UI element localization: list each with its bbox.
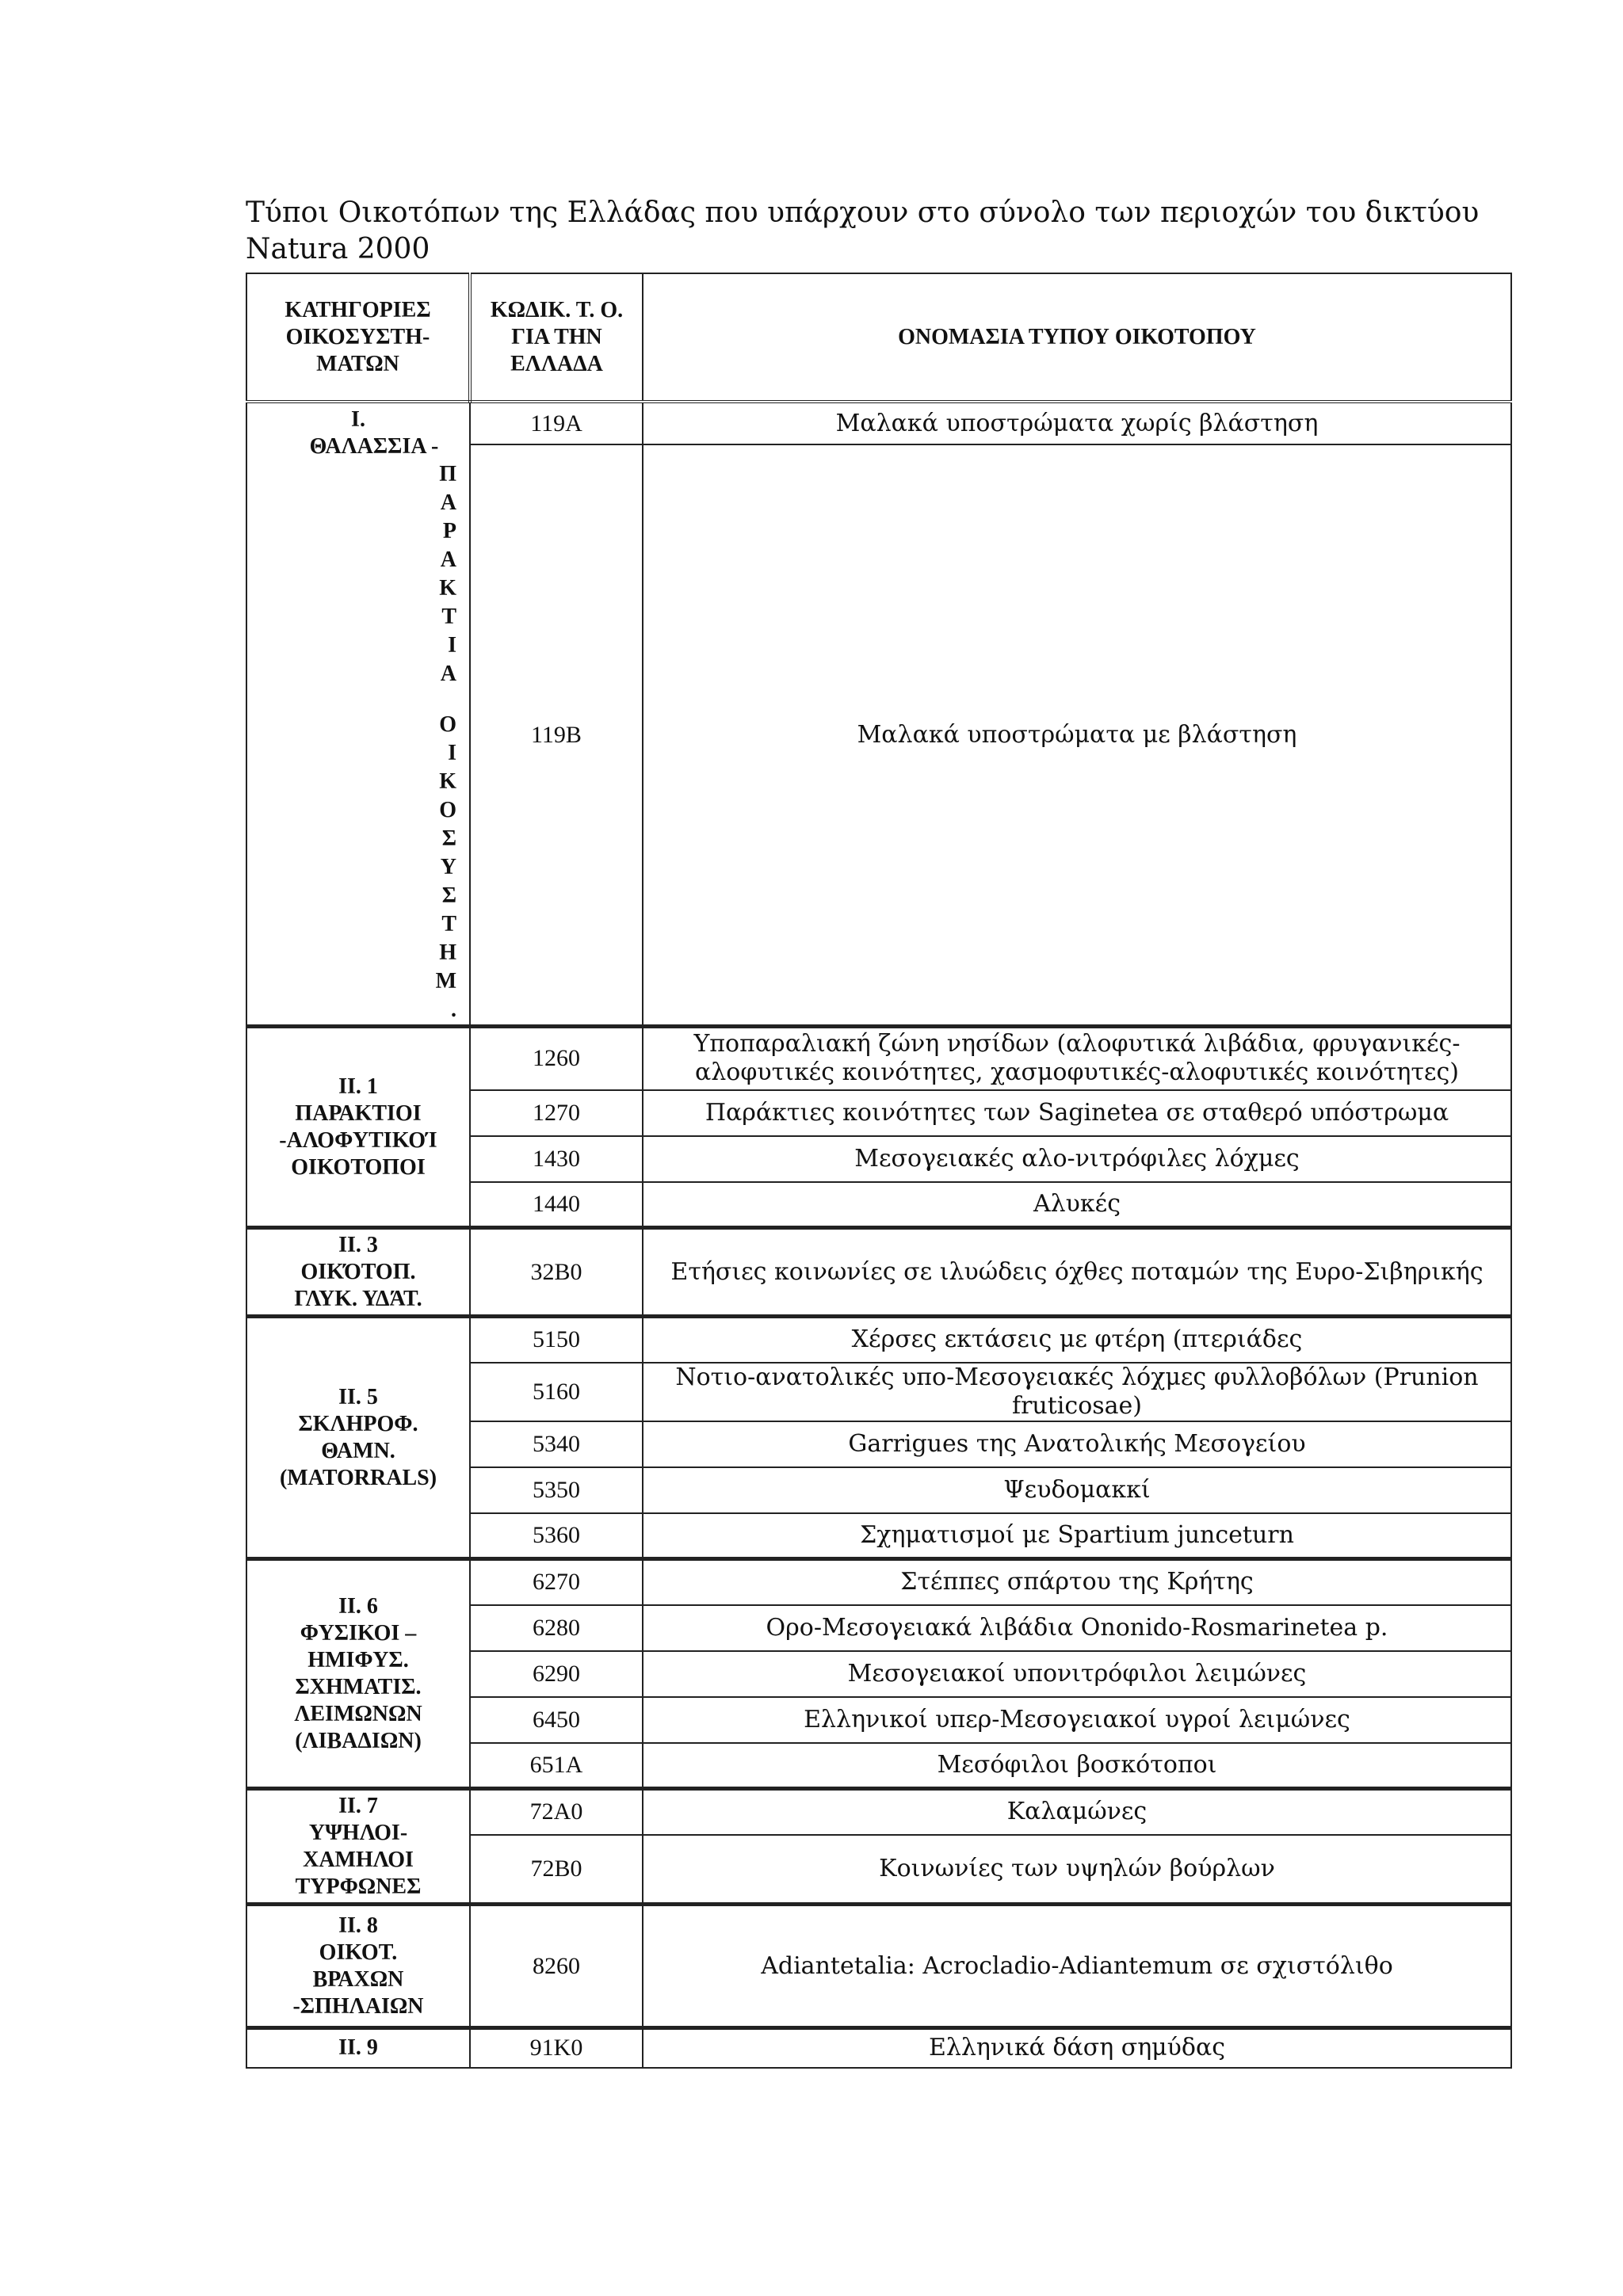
habitat-name: Κοινωνίες των υψηλών βούρλων bbox=[643, 1835, 1511, 1905]
habitat-name: Μεσόφιλοι βοσκότοποι bbox=[643, 1743, 1511, 1789]
habitat-name: Ετήσιες κοινωνίες σε ιλυώδεις όχθες ποταμών της Ευρο-Σιβηρικής bbox=[643, 1228, 1511, 1317]
habitat-code: 72B0 bbox=[470, 1835, 643, 1905]
habitat-name: Garrigues της Ανατολικής Μεσογείου bbox=[643, 1421, 1511, 1467]
habitat-name: Νοτιο-ανατολικές υπο-Μεσογειακές λόχμες φυλλοβόλων (Prunion fruticosae) bbox=[643, 1363, 1511, 1421]
category-rocky-caves: ΙΙ. 8 ΟΙΚΟΤ. ΒΡΑΧΩΝ -ΣΠΗΛΑΙΩΝ bbox=[246, 1905, 470, 2028]
title-line-2: Natura 2000 bbox=[246, 233, 430, 265]
category-sclerophyllous-scrub: ΙΙ. 5 ΣΚΛΗΡΟΦ. ΘΑΜΝ. (MATORRALS) bbox=[246, 1317, 470, 1559]
habitat-name: Μαλακά υποστρώματα με βλάστηση bbox=[643, 444, 1511, 1026]
table-row bbox=[246, 402, 1511, 444]
habitat-code: 32B0 bbox=[470, 1228, 643, 1317]
habitat-name: Παράκτιες κοινότητες των Saginetea σε σταθερό υπόστρωμα bbox=[643, 1090, 1511, 1136]
habitat-code: 6290 bbox=[470, 1651, 643, 1697]
habitat-code: 1270 bbox=[470, 1090, 643, 1136]
habitat-name: Ψευδομακκί bbox=[643, 1467, 1511, 1513]
vertical-oikosyst-letter: Ι bbox=[448, 741, 456, 765]
habitat-name: Ορο-Μεσογειακά λιβάδια Ononido-Rosmarinetea p. bbox=[643, 1605, 1511, 1651]
habitat-name: Καλαμώνες bbox=[643, 1789, 1511, 1835]
vertical-parakt-letter: Ρ bbox=[442, 519, 456, 543]
title-line-1: Τύποι Οικοτόπων της Ελλάδας που υπάρχουν στο σύνολο των περιοχών του δικτύου bbox=[246, 196, 1480, 229]
category-forests: ΙΙ. 9 bbox=[246, 2028, 470, 2068]
document-title bbox=[246, 195, 1514, 268]
habitat-name: Μαλακά υποστρώματα χωρίς βλάστηση bbox=[643, 402, 1511, 444]
habitat-name: Adiantetalia: Acrocladio-Adiantemum σε σχιστόλιθο bbox=[643, 1905, 1511, 2028]
vertical-parakt-letter: Α bbox=[440, 547, 456, 572]
habitat-code: 1430 bbox=[470, 1136, 643, 1182]
vertical-oikosyst-letter: . bbox=[451, 997, 456, 1022]
category-freshwater: ΙΙ. 3 ΟΙΚΌΤΟΠ. ΓΛΥΚ. ΥΔΆΤ. bbox=[246, 1228, 470, 1317]
table-row bbox=[246, 1317, 1511, 1363]
habitat-types-table bbox=[246, 273, 1512, 2069]
vertical-oikosyst-letter: Σ bbox=[441, 883, 456, 908]
table-row bbox=[246, 1559, 1511, 1605]
habitat-code: 6450 bbox=[470, 1697, 643, 1743]
vertical-oikosyst-letter: Τ bbox=[441, 912, 456, 936]
header-code: ΚΩΔΙΚ. Τ. Ο. ΓΙΑ ΤΗΝ ΕΛΛΑΔΑ bbox=[470, 273, 643, 402]
habitat-name: Ελληνικά δάση σημύδας bbox=[643, 2028, 1511, 2068]
habitat-name: Υποπαραλιακή ζώνη νησίδων (αλοφυτικά λιβάδια, φρυγανικές-αλοφυτικές κοινότητες, χασμοφυτικές-αλοφυτικές κοινότητες) bbox=[643, 1027, 1511, 1090]
vertical-parakt-letter: Α bbox=[440, 662, 456, 686]
vertical-oikosyst-letter: Σ bbox=[441, 826, 456, 851]
habitat-name: Ελληνικοί υπερ-Μεσογειακοί υγροί λειμώνες bbox=[643, 1697, 1511, 1743]
vertical-oikosyst-letter: Ο bbox=[439, 798, 456, 822]
vertical-parakt-letter: Ι bbox=[448, 633, 456, 658]
habitat-code: 5150 bbox=[470, 1317, 643, 1363]
habitat-code: 8260 bbox=[470, 1905, 643, 2028]
habitat-name: Στέππες σπάρτου της Κρήτης bbox=[643, 1559, 1511, 1605]
vertical-parakt-letter: Τ bbox=[441, 605, 456, 629]
table-header-row bbox=[246, 273, 1511, 402]
table-row bbox=[246, 1228, 1511, 1317]
vertical-oikosyst-letter: Η bbox=[439, 940, 456, 965]
habitat-code: 6270 bbox=[470, 1559, 643, 1605]
habitat-code: 72A0 bbox=[470, 1789, 643, 1835]
vertical-oikosyst-letter: Μ bbox=[435, 969, 456, 994]
habitat-code: 5360 bbox=[470, 1513, 643, 1559]
habitat-code: 5160 bbox=[470, 1363, 643, 1421]
vertical-parakt-letter: Π bbox=[439, 462, 456, 486]
table-row bbox=[246, 1027, 1511, 1090]
habitat-code: 91K0 bbox=[470, 2028, 643, 2068]
habitat-code: 1260 bbox=[470, 1027, 643, 1090]
category-marine-coastal: Ι. ΘΑΛΑΣΣΙΑ - Π Α Ρ Α Κ Τ Ι Α Ο Ι Κ Ο Σ Υ Σ Τ Η Μ . bbox=[246, 402, 470, 1027]
header-category: ΚΑΤΗΓΟΡΙΕΣ ΟΙΚΟΣΥΣΤΗ- ΜΑΤΩΝ bbox=[246, 273, 470, 402]
category-coastal-halophytic: ΙΙ. 1 ΠΑΡΑΚΤΙΟΙ -ΑΛΟΦΥΤΙΚΟΊ ΟΙΚΟΤΟΠΟΙ bbox=[246, 1027, 470, 1228]
vertical-parakt-letter: Κ bbox=[439, 576, 456, 601]
habitat-name: Χέρσες εκτάσεις με φτέρη (πτεριάδες bbox=[643, 1317, 1511, 1363]
habitat-code: 5340 bbox=[470, 1421, 643, 1467]
header-habitat-name: ΟΝΟΜΑΣΙΑ ΤΥΠΟΥ ΟΙΚΟΤΟΠΟΥ bbox=[643, 273, 1511, 402]
category-grasslands: ΙΙ. 6 ΦΥΣΙΚΟΙ – ΗΜΙΦΥΣ. ΣΧΗΜΑΤΙΣ. ΛΕΙΜΩΝΩΝ (ΛΙΒΑΔΙΩΝ) bbox=[246, 1559, 470, 1789]
vertical-oikosyst-letter: Ο bbox=[439, 712, 456, 737]
vertical-oikosyst-letter: Υ bbox=[440, 855, 456, 879]
habitat-code: 119B bbox=[470, 444, 643, 1026]
habitat-name: Μεσογειακές αλο-νιτρόφιλες λόχμες bbox=[643, 1136, 1511, 1182]
habitat-code: 119A bbox=[470, 402, 643, 444]
habitat-name: Σχηματισμοί με Spartium junceturn bbox=[643, 1513, 1511, 1559]
category-mires: ΙΙ. 7 ΥΨΗΛΟΙ- ΧΑΜΗΛΟΙ ΤΥΡΦΩΝΕΣ bbox=[246, 1789, 470, 1905]
habitat-name: Μεσογειακοί υπονιτρόφιλοι λειμώνες bbox=[643, 1651, 1511, 1697]
habitat-code: 6280 bbox=[470, 1605, 643, 1651]
habitat-code: 651A bbox=[470, 1743, 643, 1789]
vertical-parakt-letter: Α bbox=[440, 490, 456, 515]
habitat-code: 1440 bbox=[470, 1182, 643, 1228]
habitat-name: Αλυκές bbox=[643, 1182, 1511, 1228]
habitat-code: 5350 bbox=[470, 1467, 643, 1513]
table-row bbox=[246, 2028, 1511, 2068]
table-row bbox=[246, 1789, 1511, 1835]
vertical-oikosyst-letter: Κ bbox=[439, 769, 456, 794]
table-row bbox=[246, 1905, 1511, 2028]
